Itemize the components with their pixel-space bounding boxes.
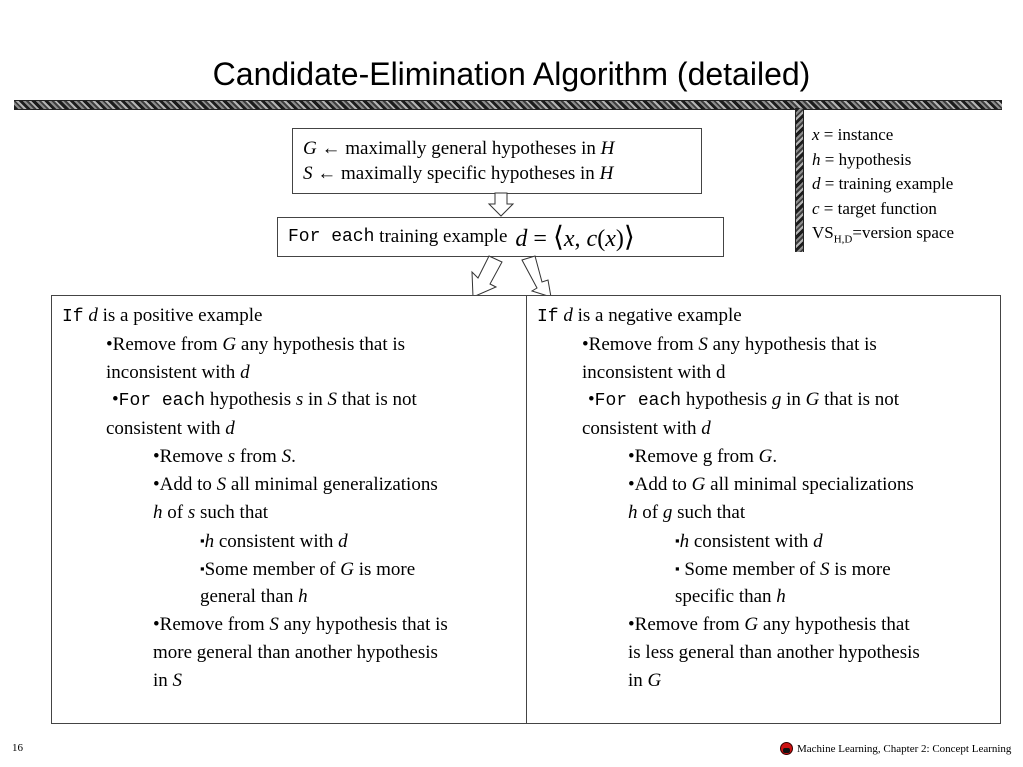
slide-number: 16 [12, 742, 23, 754]
add-generalizations-line1: •Add to S all minimal generalizations [153, 474, 438, 495]
publisher-logo-icon [780, 742, 793, 755]
negative-example-panel [526, 295, 1001, 724]
for-each-text: training example [379, 226, 508, 247]
remove-inconsistent-s-line1: •Remove from S any hypothesis that is [582, 334, 877, 355]
remove-less-general-line1: •Remove from G any hypothesis that [628, 614, 910, 635]
slide-title: Candidate-Elimination Algorithm (detailed) [212, 56, 811, 92]
legend-c: c = target function [812, 198, 937, 218]
remove-inconsistent-g-line2: inconsistent with d [106, 362, 250, 383]
training-example-formula: d = ⟨x, c(x)⟩ [515, 222, 635, 253]
add-generalizations-line2: h of s such that [153, 502, 269, 523]
flow-arrows [0, 0, 1023, 300]
legend-h: h = hypothesis [812, 149, 912, 169]
remove-more-general-line1: •Remove from S any hypothesis that is [153, 614, 448, 635]
remove-g-from-g: •Remove g from G. [628, 446, 778, 467]
remove-less-general-line3: in G [628, 670, 662, 691]
legend-d: d = training example [812, 174, 954, 193]
remove-inconsistent-g-line1: •Remove from G any hypothesis that is [106, 334, 406, 355]
condition-consistent-neg: ▪h consistent with d [675, 531, 823, 552]
for-each-s-line2: consistent with d [106, 418, 235, 439]
for-each-keyword: For each [288, 227, 375, 247]
negative-condition: If d is a negative example [537, 305, 742, 327]
positive-example-panel [51, 295, 527, 724]
for-each-s-line1: •For each hypothesis s in S that is not [112, 389, 417, 411]
init-g-line: G ← maximally general hypotheses in H [303, 138, 615, 159]
add-specializations-line2: h of g such that [628, 502, 746, 523]
condition-more-general-line2: general than h [200, 586, 308, 607]
remove-more-general-line3: in S [153, 670, 183, 691]
remove-inconsistent-s-line2: inconsistent with d [582, 362, 726, 383]
positive-condition: If d is a positive example [62, 305, 263, 327]
for-each-g-line2: consistent with d [582, 418, 711, 439]
footer-source [780, 742, 1011, 755]
remove-s-from-s: •Remove s from S. [153, 446, 296, 467]
condition-more-specific-line1: ▪ Some member of S is more [675, 559, 891, 580]
add-specializations-line1: •Add to G all minimal specializations [628, 474, 914, 495]
down-right-arrow-icon [522, 256, 551, 297]
legend-x: x = instance [812, 125, 894, 144]
down-left-arrow-icon [472, 256, 502, 297]
footer-book-title: Machine Learning, Chapter 2: Concept Learning [797, 742, 1012, 755]
condition-more-specific-line2: specific than h [675, 586, 786, 607]
remove-more-general-line2: more general than another hypothesis [153, 642, 438, 663]
down-arrow-icon [489, 193, 513, 216]
legend-vs: $VS_{H,D}=version$ space [812, 223, 955, 246]
for-each-g-line1: •For each hypothesis g in G that is not [588, 389, 900, 411]
init-s-line: S ← maximally specific hypotheses in H [303, 163, 614, 184]
remove-less-general-line2: is less general than another hypothesis [628, 642, 920, 663]
condition-more-general-line1: ▪Some member of G is more [200, 559, 416, 580]
condition-consistent: ▪h consistent with d [200, 531, 348, 552]
